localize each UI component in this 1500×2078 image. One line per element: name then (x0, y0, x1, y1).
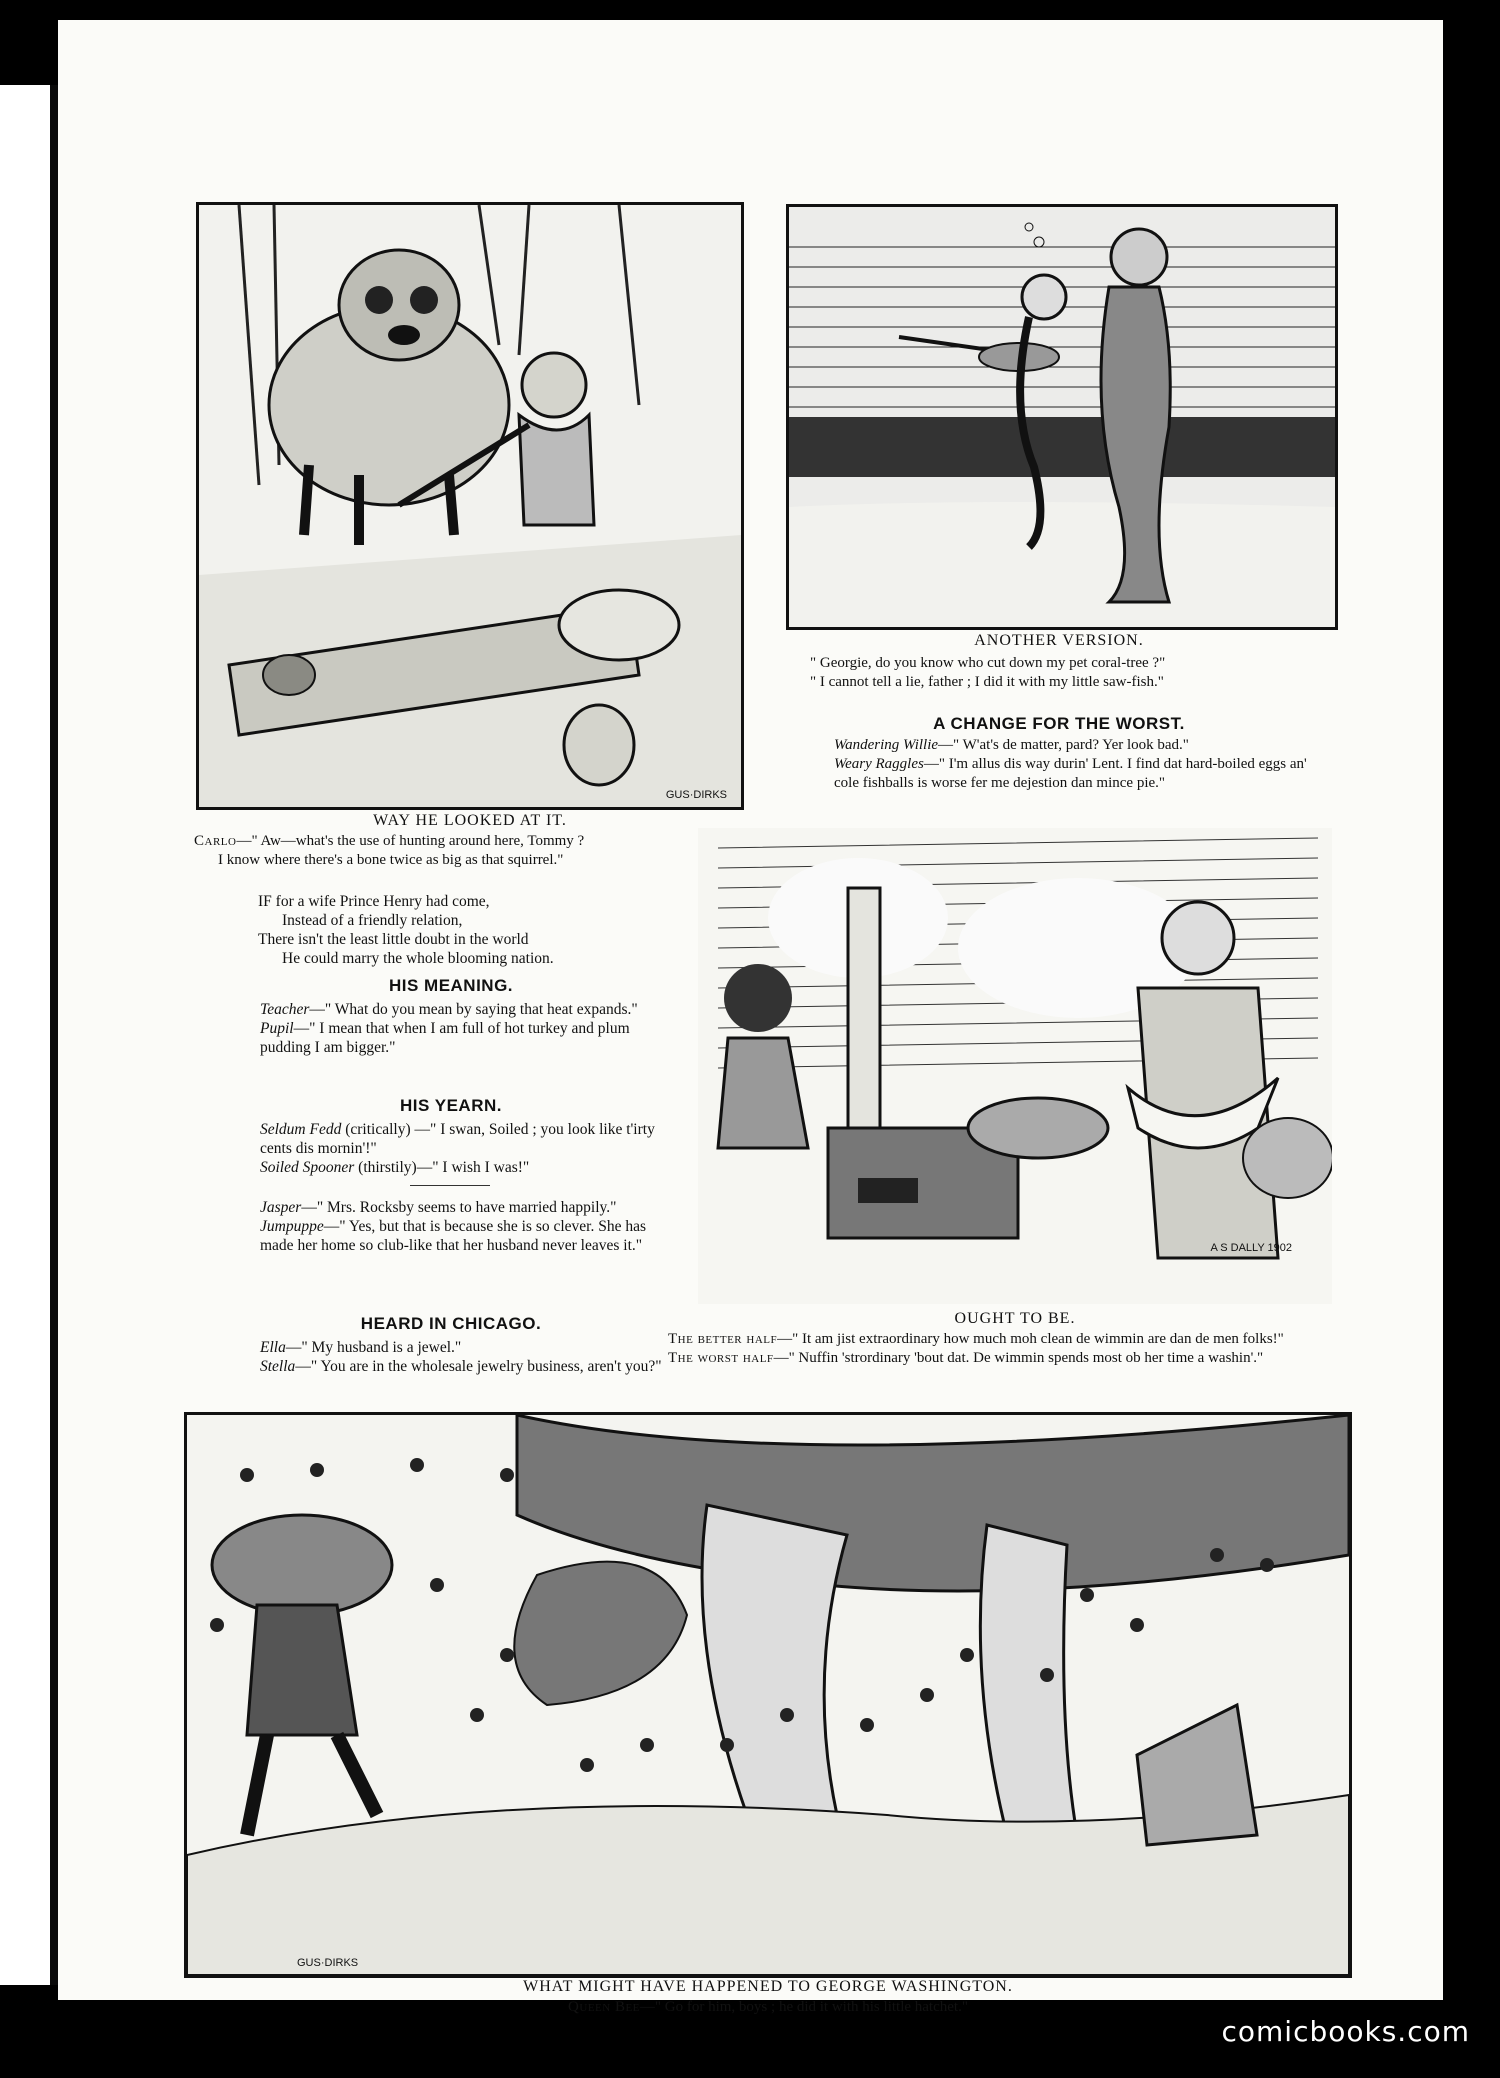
version-text (810, 654, 1330, 692)
worst-line2: —" I'm allus dis way durin' Lent. I find dat hard-boiled eggs an' cole fishballs is worse fer me dejestion dan mince pie." (834, 756, 1307, 791)
jasper-line1: —" Mrs. Rocksby seems to have married happily." (301, 1199, 617, 1216)
ought-line1: —" It am jist extraordinary how much moh clean de wimmin are dan de men folks!" (777, 1331, 1284, 1347)
chicago-line1: —" My husband is a jewel." (285, 1339, 462, 1356)
chicago-title: HEARD IN CHICAGO. (360, 1314, 542, 1333)
bottom-speaker: Queen Bee (568, 1999, 640, 2015)
yearn-title: HIS YEARN. (400, 1096, 502, 1115)
cartoon3-signature: A S DALLY 1902 (1210, 1242, 1292, 1254)
worst-line1: —" W'at's de matter, pard? Yer look bad." (938, 737, 1189, 753)
meaning-line1: —" What do you mean by saying that heat expands." (309, 1001, 638, 1018)
cartoon-underwater-illustration (789, 207, 1335, 627)
cartoon1-caption (194, 832, 754, 870)
site-watermark: comicbooks.com (1221, 2015, 1470, 2048)
cartoon4-signature: GUS·DIRKS (297, 1957, 359, 1969)
poem-line4: He could marry the whole blooming nation. (282, 950, 554, 967)
ought-speaker2: The worst half (668, 1350, 774, 1366)
worst-speaker2: Weary Raggles (834, 756, 924, 772)
ought-title: OUGHT TO BE. (954, 1310, 1076, 1327)
worst-speaker1: Wandering Willie (834, 737, 939, 753)
version-line1: " Georgie, do you know who cut down my pet coral-tree ?" (810, 655, 1166, 671)
jasper-speaker2: Jumpuppe (260, 1218, 324, 1235)
ought-text (644, 1330, 1344, 1368)
cartoon-dog-and-boy-illustration (199, 205, 741, 807)
jasper-speaker1: Jasper (260, 1199, 302, 1216)
cartoon1-title: WAY HE LOOKED AT IT. (373, 812, 567, 829)
chicago-speaker1: Ella (260, 1339, 286, 1356)
cartoon1-signature: GUS·DIRKS (665, 789, 727, 801)
cartoon1-speaker: Carlo (194, 833, 237, 849)
cartoon-dog-and-boy (196, 202, 744, 810)
ought-line2: —" Nuffin 'strordinary 'bout dat. De wimmin spends most ob her time a washin'." (773, 1350, 1264, 1366)
meaning-text (236, 1000, 664, 1057)
bottom-text (184, 1998, 1352, 2017)
worst-title: A CHANGE FOR THE WORST. (933, 714, 1185, 733)
worst-text (810, 736, 1330, 793)
cartoon-underwater (786, 204, 1338, 630)
yearn-speaker2: Soiled Spooner (260, 1159, 355, 1176)
chicago-text (236, 1338, 664, 1376)
yearn-text (236, 1120, 664, 1177)
meaning-speaker2: Pupil (260, 1020, 294, 1037)
poem-line1: IF for a wife Prince Henry had come, (258, 893, 490, 910)
page-sheet (58, 20, 1443, 2015)
poem-line3: There isn't the least little doubt in the world (258, 931, 529, 948)
jasper-text (236, 1198, 664, 1255)
chicago-speaker2: Stella (260, 1358, 296, 1375)
ought-speaker1: The better half (668, 1331, 778, 1347)
bottom-line: —" Go for him, boys ; he did it with his little hatchet." (639, 1999, 968, 2015)
section-divider (410, 1185, 490, 1186)
cartoon1-line2: I know where there's a bone twice as big as that squirrel." (218, 852, 564, 868)
version-title: ANOTHER VERSION. (974, 632, 1144, 649)
jasper-line2: —" Yes, but that is because she is so clever. She has made her home so club-like that her husband never leaves it." (260, 1218, 647, 1254)
cartoon1-line1: —" Aw—what's the use of hunting around here, Tommy ? (236, 833, 585, 849)
poem-line2: Instead of a friendly relation, (282, 912, 463, 929)
cartoon-stove-scene-illustration (698, 828, 1332, 1304)
cartoon-bees (184, 1412, 1352, 1978)
yearn-line2: (thirstily)—" I wish I was!" (354, 1159, 530, 1176)
yearn-speaker1: Seldum Fedd (260, 1121, 342, 1138)
poem (258, 892, 698, 968)
yearn-line1: (critically) —" I swan, Soiled ; you look like t'irty cents dis mornin'!" (260, 1121, 655, 1157)
meaning-line2: —" I mean that when I am full of hot turkey and plum pudding I am bigger." (260, 1020, 630, 1056)
meaning-speaker1: Teacher (260, 1001, 310, 1018)
cartoon-stove-scene (698, 828, 1332, 1304)
version-line2: " I cannot tell a lie, father ; I did it with my little saw-fish." (810, 674, 1164, 690)
meaning-title: HIS MEANING. (388, 976, 514, 995)
bottom-title: WHAT MIGHT HAVE HAPPENED TO GEORGE WASHINGTON. (523, 1978, 1013, 1995)
cartoon-bees-illustration (187, 1415, 1349, 1975)
chicago-line2: —" You are in the wholesale jewelry business, aren't you?" (295, 1358, 662, 1375)
